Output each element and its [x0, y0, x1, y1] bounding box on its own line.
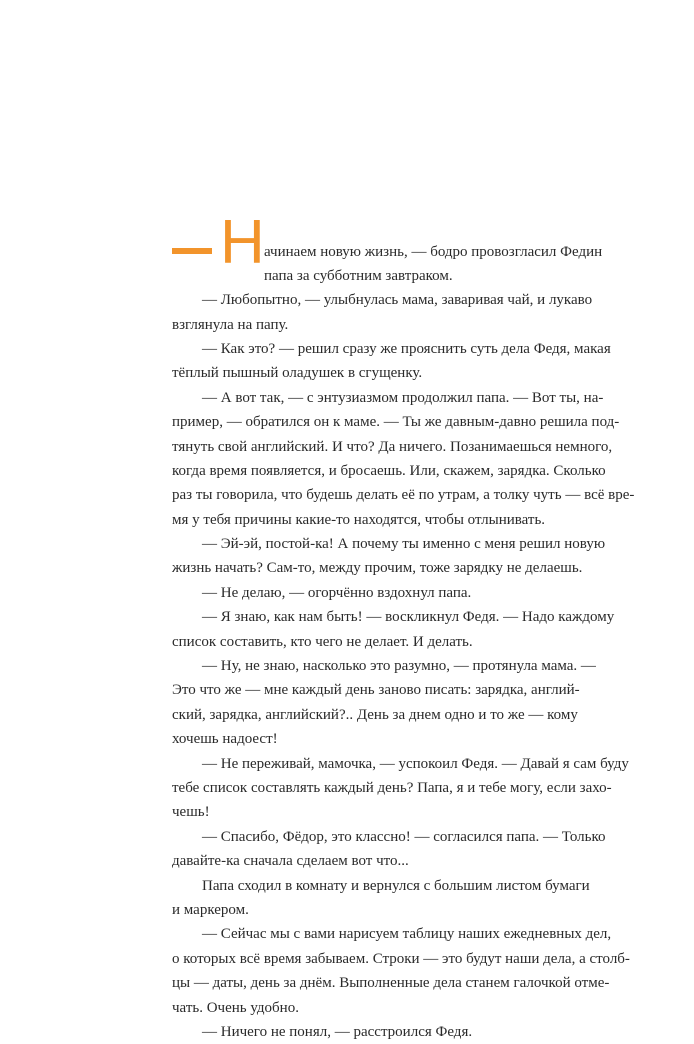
drop-cap-dash — [172, 248, 212, 254]
text-line: давайте-ка сначала сделаем вот что... — [172, 853, 409, 870]
text-line: чешь! — [172, 804, 210, 821]
text-line: Папа сходил в комнату и вернулся с большим листом бумаги — [202, 877, 590, 894]
text-line: — Сейчас мы с вами нарисуем таблицу наших ежедневных дел, — [202, 926, 612, 943]
text-line: пример, — обратился он к маме. — Ты же давным-давно решила под- — [172, 414, 620, 431]
text-line: раз ты говорила, что будешь делать её по утрам, а толку чуть — всё вре- — [172, 487, 635, 504]
text-line: — Не делаю, — огорчённо вздохнул папа. — [202, 584, 472, 601]
text-line: мя у тебя причины какие-то находятся, чтобы отлынивать. — [172, 511, 546, 528]
text-line: и маркером. — [172, 901, 249, 918]
text-line: — Ничего не понял, — расстроился Федя. — [202, 1023, 473, 1040]
text-line: ачинаем новую жизнь, — бодро провозгласил Федин — [264, 244, 603, 260]
text-line: — Ну, не знаю, насколько это разумно, — протянула мама. — — [202, 658, 596, 675]
text-line: — Не переживай, мамочка, — успокоил Федя. — Давай я сам буду — [202, 755, 629, 772]
text-line: — Я знаю, как нам быть! — воскликнул Федя. — Надо каждому — [202, 609, 615, 626]
text-line: Это что же — мне каждый день заново писать: зарядка, англий- — [172, 682, 580, 699]
text-line: список составить, кто чего не делает. И делать. — [172, 633, 473, 650]
text-line: жизнь начать? Сам-то, между прочим, тоже зарядку не делаешь. — [172, 560, 583, 577]
text-line: тебе список составлять каждый день? Папа, я и тебе могу, если захо- — [172, 780, 612, 796]
text-line: цы — даты, день за днём. Выполненные дела станем галочкой отме- — [172, 975, 610, 992]
text-line: о которых всё время забываем. Строки — это будут наши дела, а столб- — [172, 950, 630, 967]
text-line: хочешь надоест! — [172, 731, 278, 748]
drop-cap-letter: Н — [220, 208, 264, 277]
text-line: — Как это? — решил сразу же прояснить суть дела Федя, макая — [202, 340, 611, 357]
text-line: когда время появляется, и бросаешь. Или, скажем, зарядка. Сколько — [172, 462, 606, 479]
text-line: ский, зарядка, английский?.. День за днем одно и то же — кому — [172, 706, 578, 723]
text-line: тёплый пышный оладушек в сгущенку. — [172, 365, 423, 382]
text-line: чать. Очень удобно. — [172, 999, 299, 1016]
drop-cap — [172, 208, 264, 277]
text-line: — Спасибо, Фёдор, это классно! — согласился папа. — Только — [202, 828, 606, 845]
text-line: взглянула на папу. — [172, 316, 289, 333]
text-line: тянуть свой английский. И что? Да ничего. Позанимаешься немного, — [172, 438, 613, 455]
text-line: — Любопытно, — улыбнулась мама, заваривая чай, и лукаво — [202, 292, 593, 309]
story-text — [172, 208, 635, 1044]
text-line: — А вот так, — с энтузиазмом продолжил папа. — Вот ты, на- — [202, 389, 604, 406]
text-line: — Эй-эй, постой-ка! А почему ты именно с меня решил новую — [202, 536, 606, 553]
text-line: папа за субботним завтраком. — [264, 267, 453, 284]
